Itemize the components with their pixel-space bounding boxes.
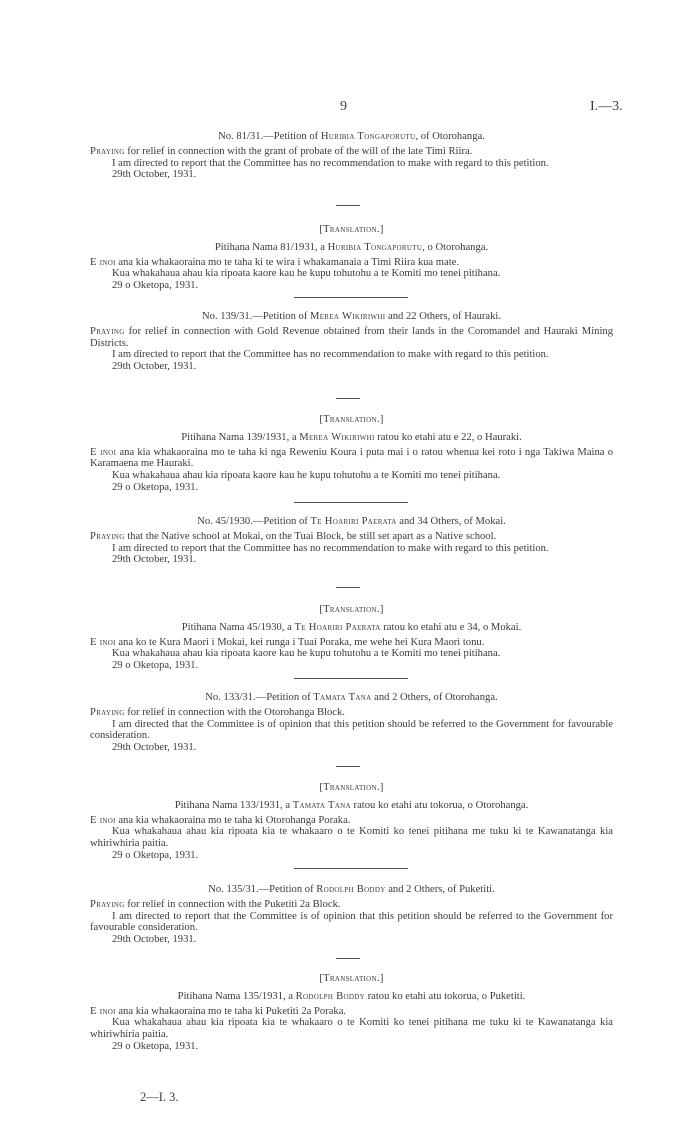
report-paragraph: I am directed to report that the Committee has no recommendation to make with regard to this petition.: [112, 349, 549, 361]
petition-section: [90, 311, 613, 373]
report-paragraph: I am directed to report that the Committee has no recommendation to make with regard to this petition.: [112, 542, 549, 554]
einoi-paragraph: E inoi ana kia whakaoraina mo te taha ki nga Reweniu Koura i puta mai i o ratou whenua kei roto i nga Takiwa Maina o Karamaena me Hauraki.: [90, 446, 613, 470]
maori-report-paragraph: Kua whakahaua ahau kia ripoata kia te whakaaro o te Komiti ko tenei pitihana me tuku ki te Kawanatanga kia whiriwhiria paitia.: [90, 826, 613, 850]
document-reference: I.—3.: [590, 99, 623, 114]
petitioner-name: Huribia Tongaporutu: [320, 131, 416, 142]
short-divider: [336, 587, 360, 588]
einoi-paragraph: E inoi ana kia whakaoraina mo te taha ki te wira i whakamanaia a Timi Riira kua mate.: [90, 256, 460, 268]
report-date: 29th October, 1931.: [112, 361, 197, 373]
petitioner-name: Merea Wikiriwhi: [310, 311, 386, 322]
short-divider: [336, 398, 360, 399]
einoi-paragraph: E inoi ana ko te Kura Maori i Mokai, kei runga i Tuai Poraka, me wehe hei Kura Maori tonu.: [90, 636, 485, 648]
report-date: 29th October, 1931.: [112, 742, 197, 754]
short-divider: [336, 205, 360, 206]
report-paragraph: I am directed to report that the Committee is of opinion that this petition should be referred to the Government for favourable consideration.: [90, 910, 613, 934]
translation-label: [Translation.]: [319, 604, 384, 615]
short-divider: [336, 766, 360, 767]
maori-date: 29 o Oketopa, 1931.: [112, 481, 199, 493]
report-date: 29th October, 1931.: [112, 934, 197, 946]
maori-report-paragraph: Kua whakahaua ahau kia ripoata kia te whakaaro o te Komiti ko tenei pitihana me tuku ki te Kawanatanga kia whiriwhiria paitia.: [90, 1017, 613, 1041]
maori-date: 29 o Oketopa, 1931.: [112, 660, 199, 672]
praying-paragraph: Praying for relief in connection with the grant of probate of the will of the late Timi Riira.: [90, 145, 473, 157]
einoi-paragraph: E inoi ana kia whakaoraina mo te taha ki Otorohanga Poraka.: [90, 814, 351, 826]
translation-section: [90, 414, 613, 494]
praying-paragraph: Praying for relief in connection with the Puketiti 2a Block.: [90, 898, 341, 910]
petition-heading: No. 135/31.—Petition of Rodolph Boddy and 2 Others, of Puketiti.: [208, 884, 495, 895]
petition-heading: No. 139/31.—Petition of Merea Wikiriwhi and 22 Others, of Hauraki.: [202, 311, 501, 322]
petitioner-name: Rodolph Boddy: [316, 884, 386, 895]
translation-label: [Translation.]: [319, 782, 384, 793]
report-paragraph: I am directed that the Committee is of opinion that this petition should be referred to the Government for favourable consideration.: [90, 718, 613, 742]
petition-section: [90, 692, 613, 754]
petition-heading: No. 133/31.—Petition of Tamata Tana and 2 Others, of Otorohanga.: [205, 692, 498, 703]
translation-section: [90, 973, 613, 1053]
translation-heading: Pitihana Nama 81/1931, a Huribia Tongaporutu, o Otorohanga.: [214, 241, 489, 253]
report-date: 29th October, 1931.: [112, 169, 197, 181]
maori-report-paragraph: Kua whakahaua ahau kia ripoata kaore kau he kupu tohutohu a te Komiti mo tenei pitihana.: [112, 648, 501, 660]
translation-section: [90, 782, 613, 862]
translation-section: [90, 224, 613, 292]
maori-report-paragraph: Kua whakahaua ahau kia ripoata kaore kau he kupu tohutohu a te Komiti mo tenei pitihana.: [112, 268, 501, 280]
translation-label: [Translation.]: [319, 414, 384, 425]
report-paragraph: I am directed to report that the Committee has no recommendation to make with regard to this petition.: [112, 157, 549, 169]
translation-label: [Translation.]: [319, 973, 384, 984]
maori-report-paragraph: Kua whakahaua ahau kia ripoata kaore kau he kupu tohutohu a te Komiti mo tenei pitihana.: [112, 470, 501, 482]
maori-date: 29 o Oketopa, 1931.: [112, 849, 199, 861]
praying-paragraph: Praying for relief in connection with the Otorohanga Block.: [90, 706, 345, 718]
einoi-paragraph: E inoi ana kia whakaoraina mo te taha ki Puketiti 2a Poraka.: [90, 1005, 347, 1017]
petitioner-name: Tamata Tana: [313, 692, 372, 703]
petition-heading: No. 45/1930.—Petition of Te Hoariri Paerata and 34 Others, of Mokai.: [197, 516, 506, 527]
petition-heading: No. 81/31.—Petition of Huribia Tongaporutu, of Otorohanga.: [218, 131, 485, 142]
translation-section: [90, 604, 613, 672]
translation-heading: Pitihana Nama 135/1931, a Rodolph Boddy ratou ko etahi atu tokorua, o Puketiti.: [177, 990, 526, 1002]
petitioner-name: Te Hoariri Paerata: [310, 516, 397, 527]
report-date: 29th October, 1931.: [112, 554, 197, 566]
translation-heading: Pitihana Nama 45/1930, a Te Hoariri Paerata ratou ko etahi atu e 34, o Mokai.: [181, 621, 522, 633]
section-divider: [294, 868, 408, 869]
translation-label: [Translation.]: [319, 224, 384, 235]
translation-heading: Pitihana Nama 133/1931, a Tamata Tana ratou ko etahi atu tokorua, o Otorohanga.: [174, 799, 529, 811]
maori-date: 29 o Oketopa, 1931.: [112, 280, 199, 292]
translation-heading: Pitihana Nama 139/1931, a Merea Wikiriwhi ratou ko etahi atu e 22, o Hauraki.: [181, 431, 522, 443]
footer-signature: 2—I. 3.: [140, 1090, 179, 1104]
section-divider: [294, 502, 408, 503]
praying-paragraph: Praying for relief in connection with Gold Revenue obtained from their lands in the Coromandel and Hauraki Mining Districts.: [90, 325, 613, 349]
maori-date: 29 o Oketopa, 1931.: [112, 1040, 199, 1052]
petition-section: [90, 884, 613, 946]
petition-section: [90, 516, 613, 566]
short-divider: [336, 958, 360, 959]
section-divider: [294, 678, 408, 679]
praying-paragraph: Praying that the Native school at Mokai, on the Tuai Block, be still set apart as a Native school.: [90, 530, 497, 542]
section-divider: [294, 297, 408, 298]
page-number: 9: [340, 99, 347, 114]
petition-section: [90, 131, 613, 181]
